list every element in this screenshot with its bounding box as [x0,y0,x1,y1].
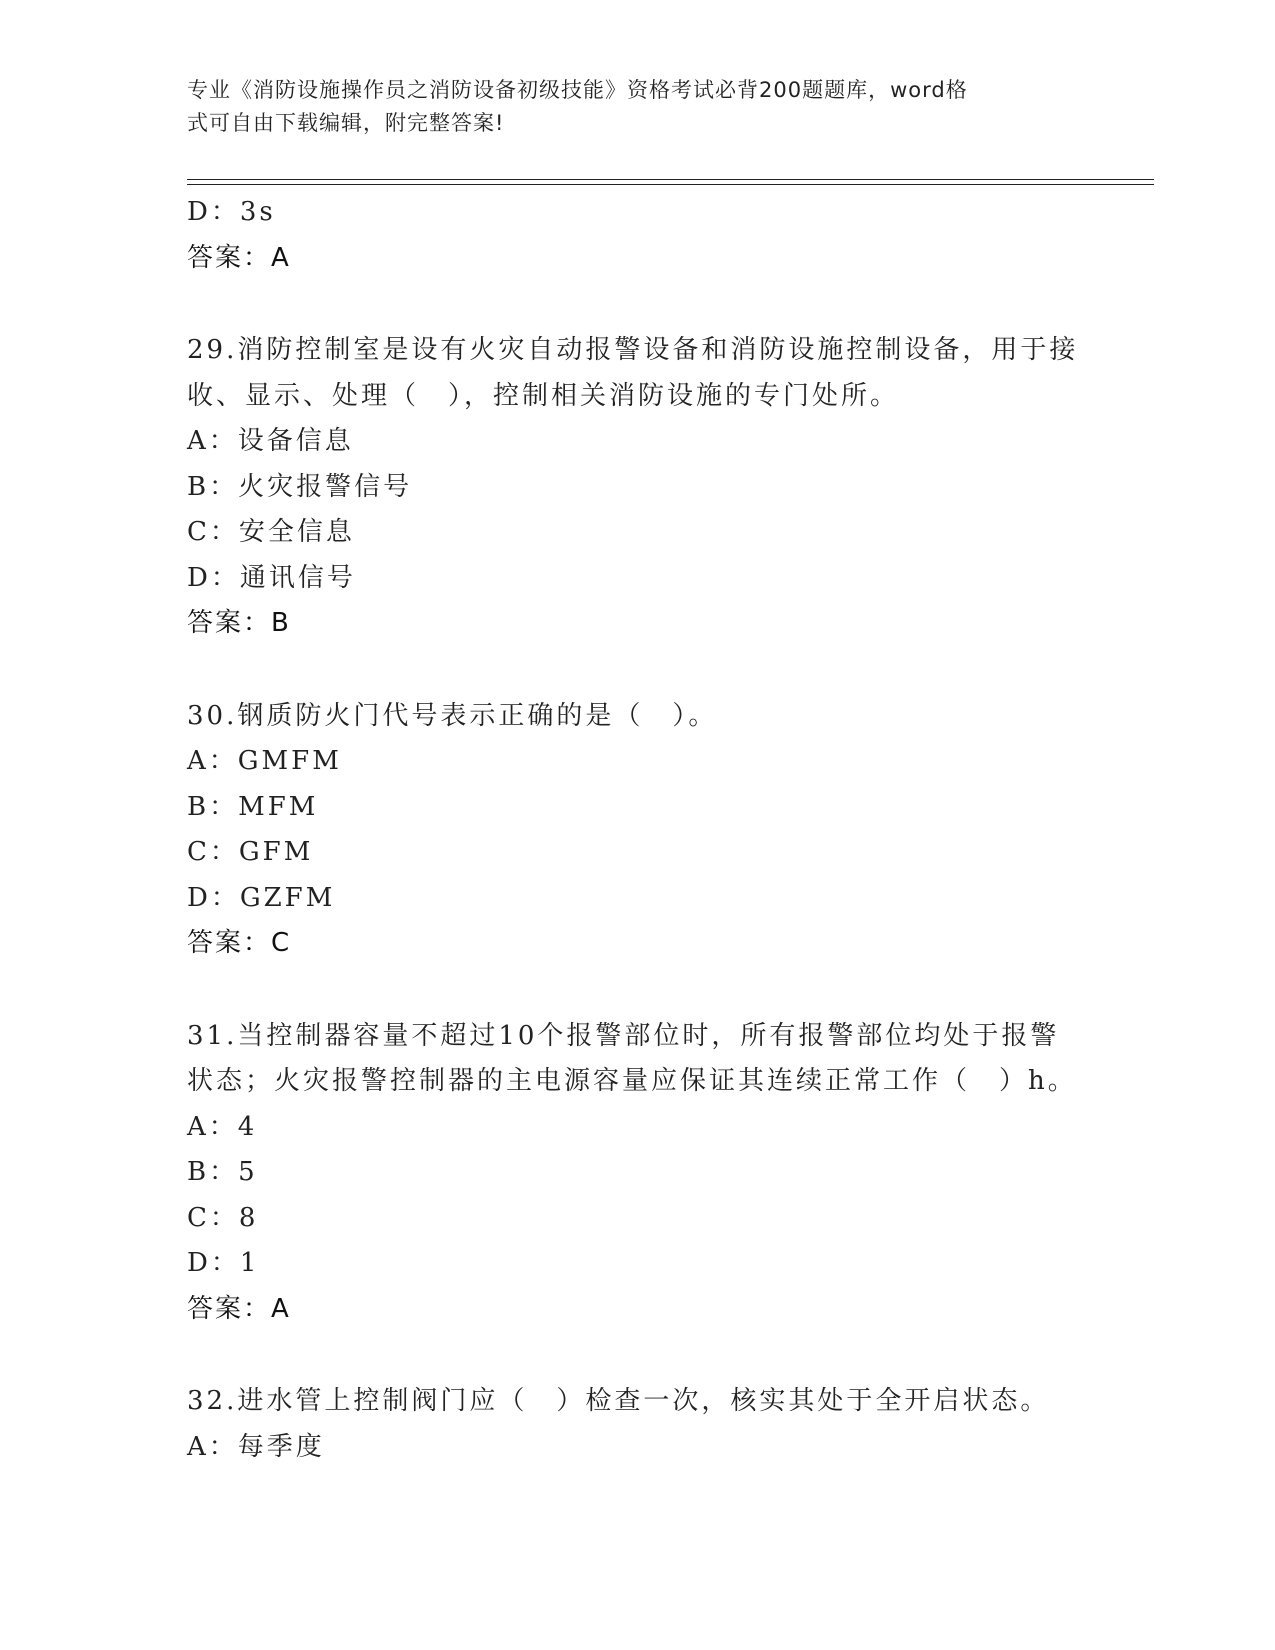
question-31-line-1: 31.当控制器容量不超过10个报警部位时，所有报警部位均处于报警 [187,1020,1060,1051]
question-31-line-2: 状态；火灾报警控制器的主电源容量应保证其连续正常工作（ ）h。 [187,1066,1077,1096]
header-line-1: 专业《消防设施操作员之消防设备初级技能》资格考试必背200题题库，word格 [187,78,968,102]
question-29-option-b: B：火灾报警信号 [187,471,413,502]
question-31-option-c: C：8 [187,1202,259,1233]
question-29-option-d: D：通讯信号 [187,562,356,593]
header-divider-top [187,179,1154,180]
question-29-answer: 答案：B [187,608,291,638]
question-31-answer: 答案：A [187,1293,291,1324]
question-30-answer: 答案：C [187,928,292,958]
question-29-option-a: A：设备信息 [187,426,354,456]
question-30-text: 30.钢质防火门代号表示正确的是（ ）。 [187,700,718,731]
header-divider-bottom [187,184,1154,185]
question-29-line-1: 29.消防控制室是设有火灾自动报警设备和消防设施控制设备，用于接 [187,335,1079,365]
question-31-option-b: B：5 [187,1157,258,1187]
question-31-option-d: D：1 [187,1248,260,1278]
question-30-option-c: C：GFM [187,837,314,867]
question-29-line-2: 收、显示、处理（ ），控制相关消防设施的专门处所。 [187,380,900,411]
document-header [187,74,1087,140]
spacer [187,647,1087,694]
spacer [187,1332,1087,1379]
question-30-option-d: D：GZFM [187,882,336,913]
question-31-option-a: A：4 [187,1111,258,1142]
question-32-option-a: A：每季度 [187,1431,325,1462]
header-line-2: 式可自由下载编辑，附完整答案! [187,111,505,135]
question-29-option-c: C：安全信息 [187,517,355,547]
spacer [187,967,1087,1014]
spacer [187,281,1087,328]
option-d: D：3s [187,197,276,227]
question-32-text: 32.进水管上控制阀门应（ ）检查一次，核实其处于全开启状态。 [187,1386,1050,1416]
question-30-option-b: B：MFM [187,791,319,822]
question-content [187,190,1087,1470]
answer-line: 答案：A [187,242,291,273]
question-30-option-a: A：GMFM [187,746,342,776]
